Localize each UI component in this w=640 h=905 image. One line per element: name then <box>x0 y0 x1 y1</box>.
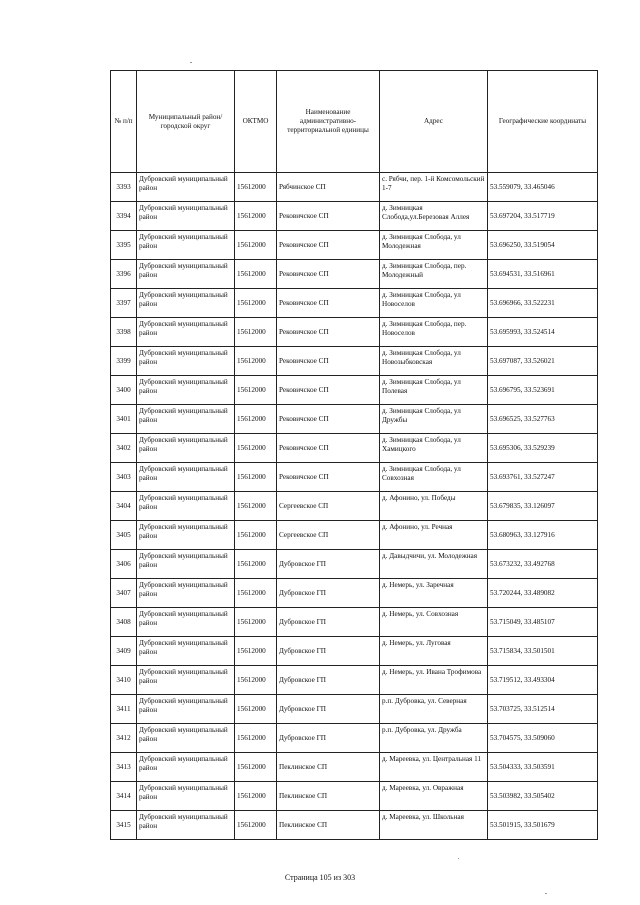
cell-oktmo: 15612000 <box>235 811 277 840</box>
table-row <box>111 173 598 202</box>
cell-coords: 53.703725, 33.512514 <box>488 695 598 724</box>
cell-address: д. Мареевка, ул. Школьная <box>380 811 488 840</box>
cell-ate: Пеклинское СП <box>277 811 380 840</box>
cell-ate: Рековичское СП <box>277 463 380 492</box>
table-row <box>111 376 598 405</box>
cell-oktmo: 15612000 <box>235 782 277 811</box>
cell-district: Дубровский муниципальный район <box>137 637 235 666</box>
cell-coords: 53.679835, 33.126097 <box>488 492 598 521</box>
cell-ate: Рековичское СП <box>277 347 380 376</box>
cell-coords: 53.694531, 33.516961 <box>488 260 598 289</box>
cell-coords: 53.720244, 33.489082 <box>488 579 598 608</box>
cell-oktmo: 15612000 <box>235 463 277 492</box>
header-oktmo: ОКТМО <box>235 71 277 173</box>
cell-district: Дубровский муниципальный район <box>137 289 235 318</box>
cell-num: 3415 <box>111 811 137 840</box>
cell-district: Дубровский муниципальный район <box>137 811 235 840</box>
cell-address: д. Зимницкая Слобода, ул Молодежная <box>380 231 488 260</box>
cell-oktmo: 15612000 <box>235 376 277 405</box>
scan-speck <box>545 893 547 894</box>
cell-num: 3396 <box>111 260 137 289</box>
header-num: № п/п <box>111 71 137 173</box>
cell-ate: Рековичское СП <box>277 434 380 463</box>
table-row <box>111 347 598 376</box>
cell-district: Дубровский муниципальный район <box>137 608 235 637</box>
table-row <box>111 637 598 666</box>
cell-address: д. Мареевка, ул. Овражная <box>380 782 488 811</box>
table-row <box>111 260 598 289</box>
cell-coords: 53.695993, 33.524514 <box>488 318 598 347</box>
cell-district: Дубровский муниципальный район <box>137 231 235 260</box>
cell-ate: Дубровское ГП <box>277 637 380 666</box>
cell-num: 3402 <box>111 434 137 463</box>
cell-ate: Рековичское СП <box>277 231 380 260</box>
cell-num: 3404 <box>111 492 137 521</box>
cell-coords: 53.696966, 33.522231 <box>488 289 598 318</box>
cell-district: Дубровский муниципальный район <box>137 695 235 724</box>
cell-district: Дубровский муниципальный район <box>137 260 235 289</box>
cell-ate: Дубровское ГП <box>277 579 380 608</box>
table-row <box>111 811 598 840</box>
cell-address: д. Немерь, ул. Совхозная <box>380 608 488 637</box>
cell-coords: 53.695306, 33.529239 <box>488 434 598 463</box>
cell-address: д. Немерь, ул. Заречная <box>380 579 488 608</box>
cell-coords: 53.696795, 33.523691 <box>488 376 598 405</box>
cell-district: Дубровский муниципальный район <box>137 550 235 579</box>
cell-coords: 53.696250, 33.519054 <box>488 231 598 260</box>
cell-coords: 53.673232, 33.492768 <box>488 550 598 579</box>
cell-num: 3401 <box>111 405 137 434</box>
cell-num: 3406 <box>111 550 137 579</box>
cell-address: д. Афонино, ул. Победы <box>380 492 488 521</box>
cell-ate: Дубровское ГП <box>277 608 380 637</box>
table-header-row <box>111 71 598 173</box>
cell-district: Дубровский муниципальный район <box>137 405 235 434</box>
cell-address: д. Зимницкая Слобода, пер. Молодежный <box>380 260 488 289</box>
cell-oktmo: 15612000 <box>235 492 277 521</box>
cell-num: 3397 <box>111 289 137 318</box>
cell-oktmo: 15612000 <box>235 724 277 753</box>
cell-coords: 53.693761, 33.527247 <box>488 463 598 492</box>
cell-oktmo: 15612000 <box>235 173 277 202</box>
cell-district: Дубровский муниципальный район <box>137 782 235 811</box>
cell-oktmo: 15612000 <box>235 405 277 434</box>
cell-ate: Рековичское СП <box>277 202 380 231</box>
cell-ate: Пеклинское СП <box>277 782 380 811</box>
table-row <box>111 550 598 579</box>
cell-address: р.п. Дубровка, ул. Северная <box>380 695 488 724</box>
cell-address: д. Мареевка, ул. Центральная 11 <box>380 753 488 782</box>
cell-ate: Сергеевское СП <box>277 521 380 550</box>
cell-district: Дубровский муниципальный район <box>137 666 235 695</box>
cell-district: Дубровский муниципальный район <box>137 376 235 405</box>
table-row <box>111 434 598 463</box>
cell-ate: Рековичское СП <box>277 260 380 289</box>
cell-coords: 53.697204, 33.517719 <box>488 202 598 231</box>
cell-address: д. Зимницкая Слобода, ул Полевая <box>380 376 488 405</box>
cell-district: Дубровский муниципальный район <box>137 463 235 492</box>
scan-speck <box>458 858 459 859</box>
cell-num: 3407 <box>111 579 137 608</box>
cell-oktmo: 15612000 <box>235 608 277 637</box>
cell-coords: 53.559079, 33.465046 <box>488 173 598 202</box>
cell-num: 3411 <box>111 695 137 724</box>
table-row <box>111 289 598 318</box>
table-body <box>111 173 598 840</box>
header-district: Муниципальный район/городской округ <box>137 71 235 173</box>
cell-district: Дубровский муниципальный район <box>137 521 235 550</box>
cell-coords: 53.503982, 33.505402 <box>488 782 598 811</box>
cell-address: д. Немерь, ул. Ивана Трофимова <box>380 666 488 695</box>
table-row <box>111 724 598 753</box>
cell-oktmo: 15612000 <box>235 695 277 724</box>
table-row <box>111 666 598 695</box>
cell-num: 3412 <box>111 724 137 753</box>
cell-district: Дубровский муниципальный район <box>137 173 235 202</box>
cell-oktmo: 15612000 <box>235 260 277 289</box>
cell-oktmo: 15612000 <box>235 579 277 608</box>
header-address: Адрес <box>380 71 488 173</box>
cell-district: Дубровский муниципальный район <box>137 753 235 782</box>
cell-oktmo: 15612000 <box>235 289 277 318</box>
cell-address: д. Зимницкая Слобода,ул.Березовая Аллея <box>380 202 488 231</box>
cell-num: 3394 <box>111 202 137 231</box>
cell-oktmo: 15612000 <box>235 521 277 550</box>
cell-num: 3400 <box>111 376 137 405</box>
cell-coords: 53.704575, 33.509060 <box>488 724 598 753</box>
cell-num: 3409 <box>111 637 137 666</box>
cell-address: д. Афонино, ул. Речная <box>380 521 488 550</box>
cell-num: 3405 <box>111 521 137 550</box>
registry-table <box>110 70 598 840</box>
cell-ate: Сергеевское СП <box>277 492 380 521</box>
cell-num: 3398 <box>111 318 137 347</box>
cell-address: д. Зимницкая Слобода, пер. Новоселов <box>380 318 488 347</box>
cell-district: Дубровский муниципальный район <box>137 202 235 231</box>
page-number: Страница 105 из 303 <box>284 873 356 882</box>
table-row <box>111 463 598 492</box>
cell-oktmo: 15612000 <box>235 231 277 260</box>
cell-num: 3410 <box>111 666 137 695</box>
cell-district: Дубровский муниципальный район <box>137 579 235 608</box>
cell-oktmo: 15612000 <box>235 347 277 376</box>
table-row <box>111 231 598 260</box>
cell-oktmo: 15612000 <box>235 202 277 231</box>
cell-coords: 53.715834, 33.501501 <box>488 637 598 666</box>
cell-num: 3413 <box>111 753 137 782</box>
table-row <box>111 492 598 521</box>
cell-coords: 53.697087, 33.526021 <box>488 347 598 376</box>
table-row <box>111 521 598 550</box>
cell-address: р.п. Дубровка, ул. Дружба <box>380 724 488 753</box>
cell-oktmo: 15612000 <box>235 637 277 666</box>
cell-num: 3408 <box>111 608 137 637</box>
table-row <box>111 405 598 434</box>
cell-district: Дубровский муниципальный район <box>137 492 235 521</box>
cell-ate: Дубровское ГП <box>277 550 380 579</box>
cell-coords: 53.504333, 33.503591 <box>488 753 598 782</box>
cell-oktmo: 15612000 <box>235 666 277 695</box>
cell-coords: 53.719512, 33.493304 <box>488 666 598 695</box>
cell-ate: Дубровское ГП <box>277 666 380 695</box>
header-ate: Наименование административно-территориальной единицы <box>277 71 380 173</box>
table-row <box>111 695 598 724</box>
cell-coords: 53.715049, 33.485107 <box>488 608 598 637</box>
cell-ate: Дубровское ГП <box>277 724 380 753</box>
cell-ate: Рековичское СП <box>277 405 380 434</box>
cell-num: 3403 <box>111 463 137 492</box>
cell-address: д. Зимницкая Слобода, ул Дружбы <box>380 405 488 434</box>
table-row <box>111 753 598 782</box>
cell-ate: Дубровское ГП <box>277 695 380 724</box>
cell-district: Дубровский муниципальный район <box>137 434 235 463</box>
table-row <box>111 579 598 608</box>
cell-ate: Рябчинское СП <box>277 173 380 202</box>
table-row <box>111 202 598 231</box>
cell-num: 3395 <box>111 231 137 260</box>
cell-num: 3393 <box>111 173 137 202</box>
cell-district: Дубровский муниципальный район <box>137 347 235 376</box>
cell-district: Дубровский муниципальный район <box>137 318 235 347</box>
cell-oktmo: 15612000 <box>235 550 277 579</box>
cell-num: 3399 <box>111 347 137 376</box>
cell-coords: 53.501915, 33.501679 <box>488 811 598 840</box>
cell-oktmo: 15612000 <box>235 434 277 463</box>
cell-num: 3414 <box>111 782 137 811</box>
cell-oktmo: 15612000 <box>235 318 277 347</box>
cell-address: с. Рябчи, пер. 1-й Комсомольский 1-7 <box>380 173 488 202</box>
cell-coords: 53.680963, 33.127916 <box>488 521 598 550</box>
cell-address: д. Давыдчичи, ул. Молодежная <box>380 550 488 579</box>
cell-ate: Рековичское СП <box>277 376 380 405</box>
table-row <box>111 318 598 347</box>
cell-oktmo: 15612000 <box>235 753 277 782</box>
cell-coords: 53.696525, 33.527763 <box>488 405 598 434</box>
scan-speck <box>190 62 192 63</box>
cell-address: д. Зимницкая Слобода, ул Новоселов <box>380 289 488 318</box>
cell-ate: Рековичское СП <box>277 289 380 318</box>
cell-ate: Пеклинское СП <box>277 753 380 782</box>
cell-address: д. Немерь, ул. Луговая <box>380 637 488 666</box>
cell-district: Дубровский муниципальный район <box>137 724 235 753</box>
cell-address: д. Зимницкая Слобода, ул Хамицкого <box>380 434 488 463</box>
table-row <box>111 782 598 811</box>
table-row <box>111 608 598 637</box>
header-coords: Географические координаты <box>488 71 598 173</box>
cell-ate: Рековичское СП <box>277 318 380 347</box>
cell-address: д. Зимницкая Слобода, ул Новозыбковская <box>380 347 488 376</box>
cell-address: д. Зимницкая Слобода, ул Совхозная <box>380 463 488 492</box>
